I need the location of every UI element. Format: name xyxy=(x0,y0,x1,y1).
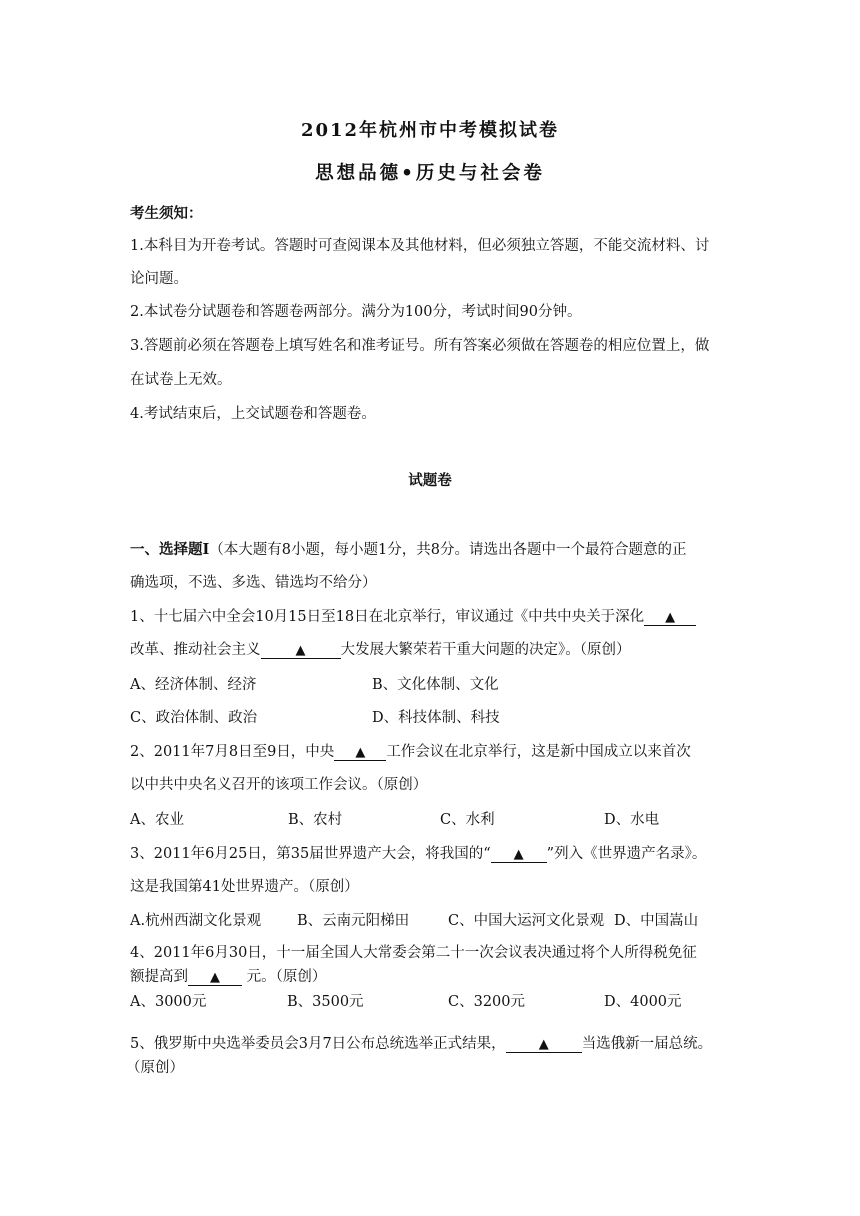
q2-stem xyxy=(130,742,730,762)
notice-item-1: 1.本科目为开卷考试。答题时可查阅课本及其他材料，但必须独立答题，不能交流材料、讨 xyxy=(130,238,710,254)
blank-marker: ▲ xyxy=(513,847,524,862)
q4-text-end: 元。（原创） xyxy=(246,969,327,985)
q3-option-d: D、中国嵩山 xyxy=(614,913,699,929)
q2-text: 2、2011年7月8日至9日，中央 xyxy=(130,744,335,760)
q4-option-b: B、3500元 xyxy=(287,994,364,1010)
q1-stem xyxy=(130,607,730,627)
q2-option-a: A、农业 xyxy=(130,812,184,828)
q4-blank xyxy=(188,969,242,986)
q1-text-cont: 改革、推动社会主义 xyxy=(130,642,261,658)
q2-text-end: 工作会议在北京举行，这是新中国成立以来首次 xyxy=(386,744,691,760)
q1-text: 1、十七届六中全会10月15日至18日在北京举行，审议通过《中共中央关于深化 xyxy=(130,609,645,625)
exam-subtitle: 思想品德•历史与社会卷 xyxy=(315,163,545,184)
q5-text: 5、俄罗斯中央选举委员会3月7日公布总统选举正式结果， xyxy=(130,1036,506,1052)
q1-blank-2 xyxy=(261,642,341,659)
q3-blank xyxy=(491,846,547,863)
notice-item-3-cont: 在试卷上无效。 xyxy=(130,372,232,388)
q4-option-d: D、4000元 xyxy=(604,994,682,1010)
q3-option-a: A.杭州西湖文化景观 xyxy=(130,913,262,929)
q2-option-d: D、水电 xyxy=(604,812,660,828)
q3-option-c: C、中国大运河文化景观 xyxy=(448,913,605,929)
blank-marker: ▲ xyxy=(665,610,676,625)
q3-text: 3、2011年6月25日，第35届世界遗产大会，将我国的“ xyxy=(130,846,491,862)
exam-title: 2012年杭州市中考模拟试卷 xyxy=(300,120,560,141)
q1-blank-1 xyxy=(644,609,696,626)
part1-heading-text: （本大题有8小题，每小题1分，共8分。请选出各题中一个最符合题意的正 xyxy=(209,542,687,558)
q2-stem-cont: 以中共中央名义召开的该项工作会议。（原创） xyxy=(130,777,428,793)
part1-heading-label: 一、选择题Ⅰ xyxy=(130,541,210,558)
blank-marker: ▲ xyxy=(295,643,306,658)
q5-stem xyxy=(130,1034,750,1054)
q2-blank xyxy=(334,744,386,761)
notice-item-2: 2.本试卷分试题卷和答题卷两部分。满分为100分，考试时间90分钟。 xyxy=(130,304,582,320)
q1-text-end: 大发展大繁荣若干重大问题的决定》。（原创） xyxy=(340,642,631,658)
q1-option-b: B、文化体制、文化 xyxy=(372,677,499,693)
blank-marker: ▲ xyxy=(210,970,220,985)
q2-option-b: B、农村 xyxy=(288,812,343,828)
section-title: 试题卷 xyxy=(408,472,452,489)
q3-option-b: B、云南元阳梯田 xyxy=(297,913,410,929)
notice-item-1-cont: 论问题。 xyxy=(130,271,188,287)
blank-marker: ▲ xyxy=(538,1037,549,1052)
part1-heading xyxy=(130,540,730,560)
q3-stem-cont: 这是我国第41处世界遗产。（原创） xyxy=(130,879,359,895)
q3-stem xyxy=(130,844,730,864)
q5-blank xyxy=(506,1036,582,1053)
q1-option-d: D、科技体制、科技 xyxy=(372,710,500,726)
q1-stem-cont xyxy=(130,640,730,660)
q2-option-c: C、水利 xyxy=(440,812,495,828)
notice-heading: 考生须知： xyxy=(130,205,203,222)
part1-heading-cont: 确选项，不选、多选、错选均不给分） xyxy=(130,575,377,591)
q5-text-end: 当选俄新一届总统。 xyxy=(581,1036,713,1052)
q3-text-end: ”列入《世界遗产名录》。 xyxy=(546,846,707,862)
q4-stem: 4、2011年6月30日，十一届全国人大常委会第二十一次会议表决通过将个人所得税免征 xyxy=(130,945,697,961)
q4-option-a: A、3000元 xyxy=(130,994,207,1010)
q5-stem-cont: （原创） xyxy=(126,1060,184,1076)
q4-text: 额提高到 xyxy=(130,969,188,985)
q1-option-a: A、经济体制、经济 xyxy=(130,677,257,693)
notice-item-3: 3.答题前必须在答题卷上填写姓名和准考证号。所有答案必须做在答题卷的相应位置上，做 xyxy=(130,338,710,354)
notice-item-4: 4.考试结束后，上交试题卷和答题卷。 xyxy=(130,406,376,422)
q4-option-c: C、3200元 xyxy=(448,994,525,1010)
q4-stem-cont xyxy=(130,967,730,987)
blank-marker: ▲ xyxy=(355,745,366,760)
q1-option-c: C、政治体制、政治 xyxy=(130,710,258,726)
